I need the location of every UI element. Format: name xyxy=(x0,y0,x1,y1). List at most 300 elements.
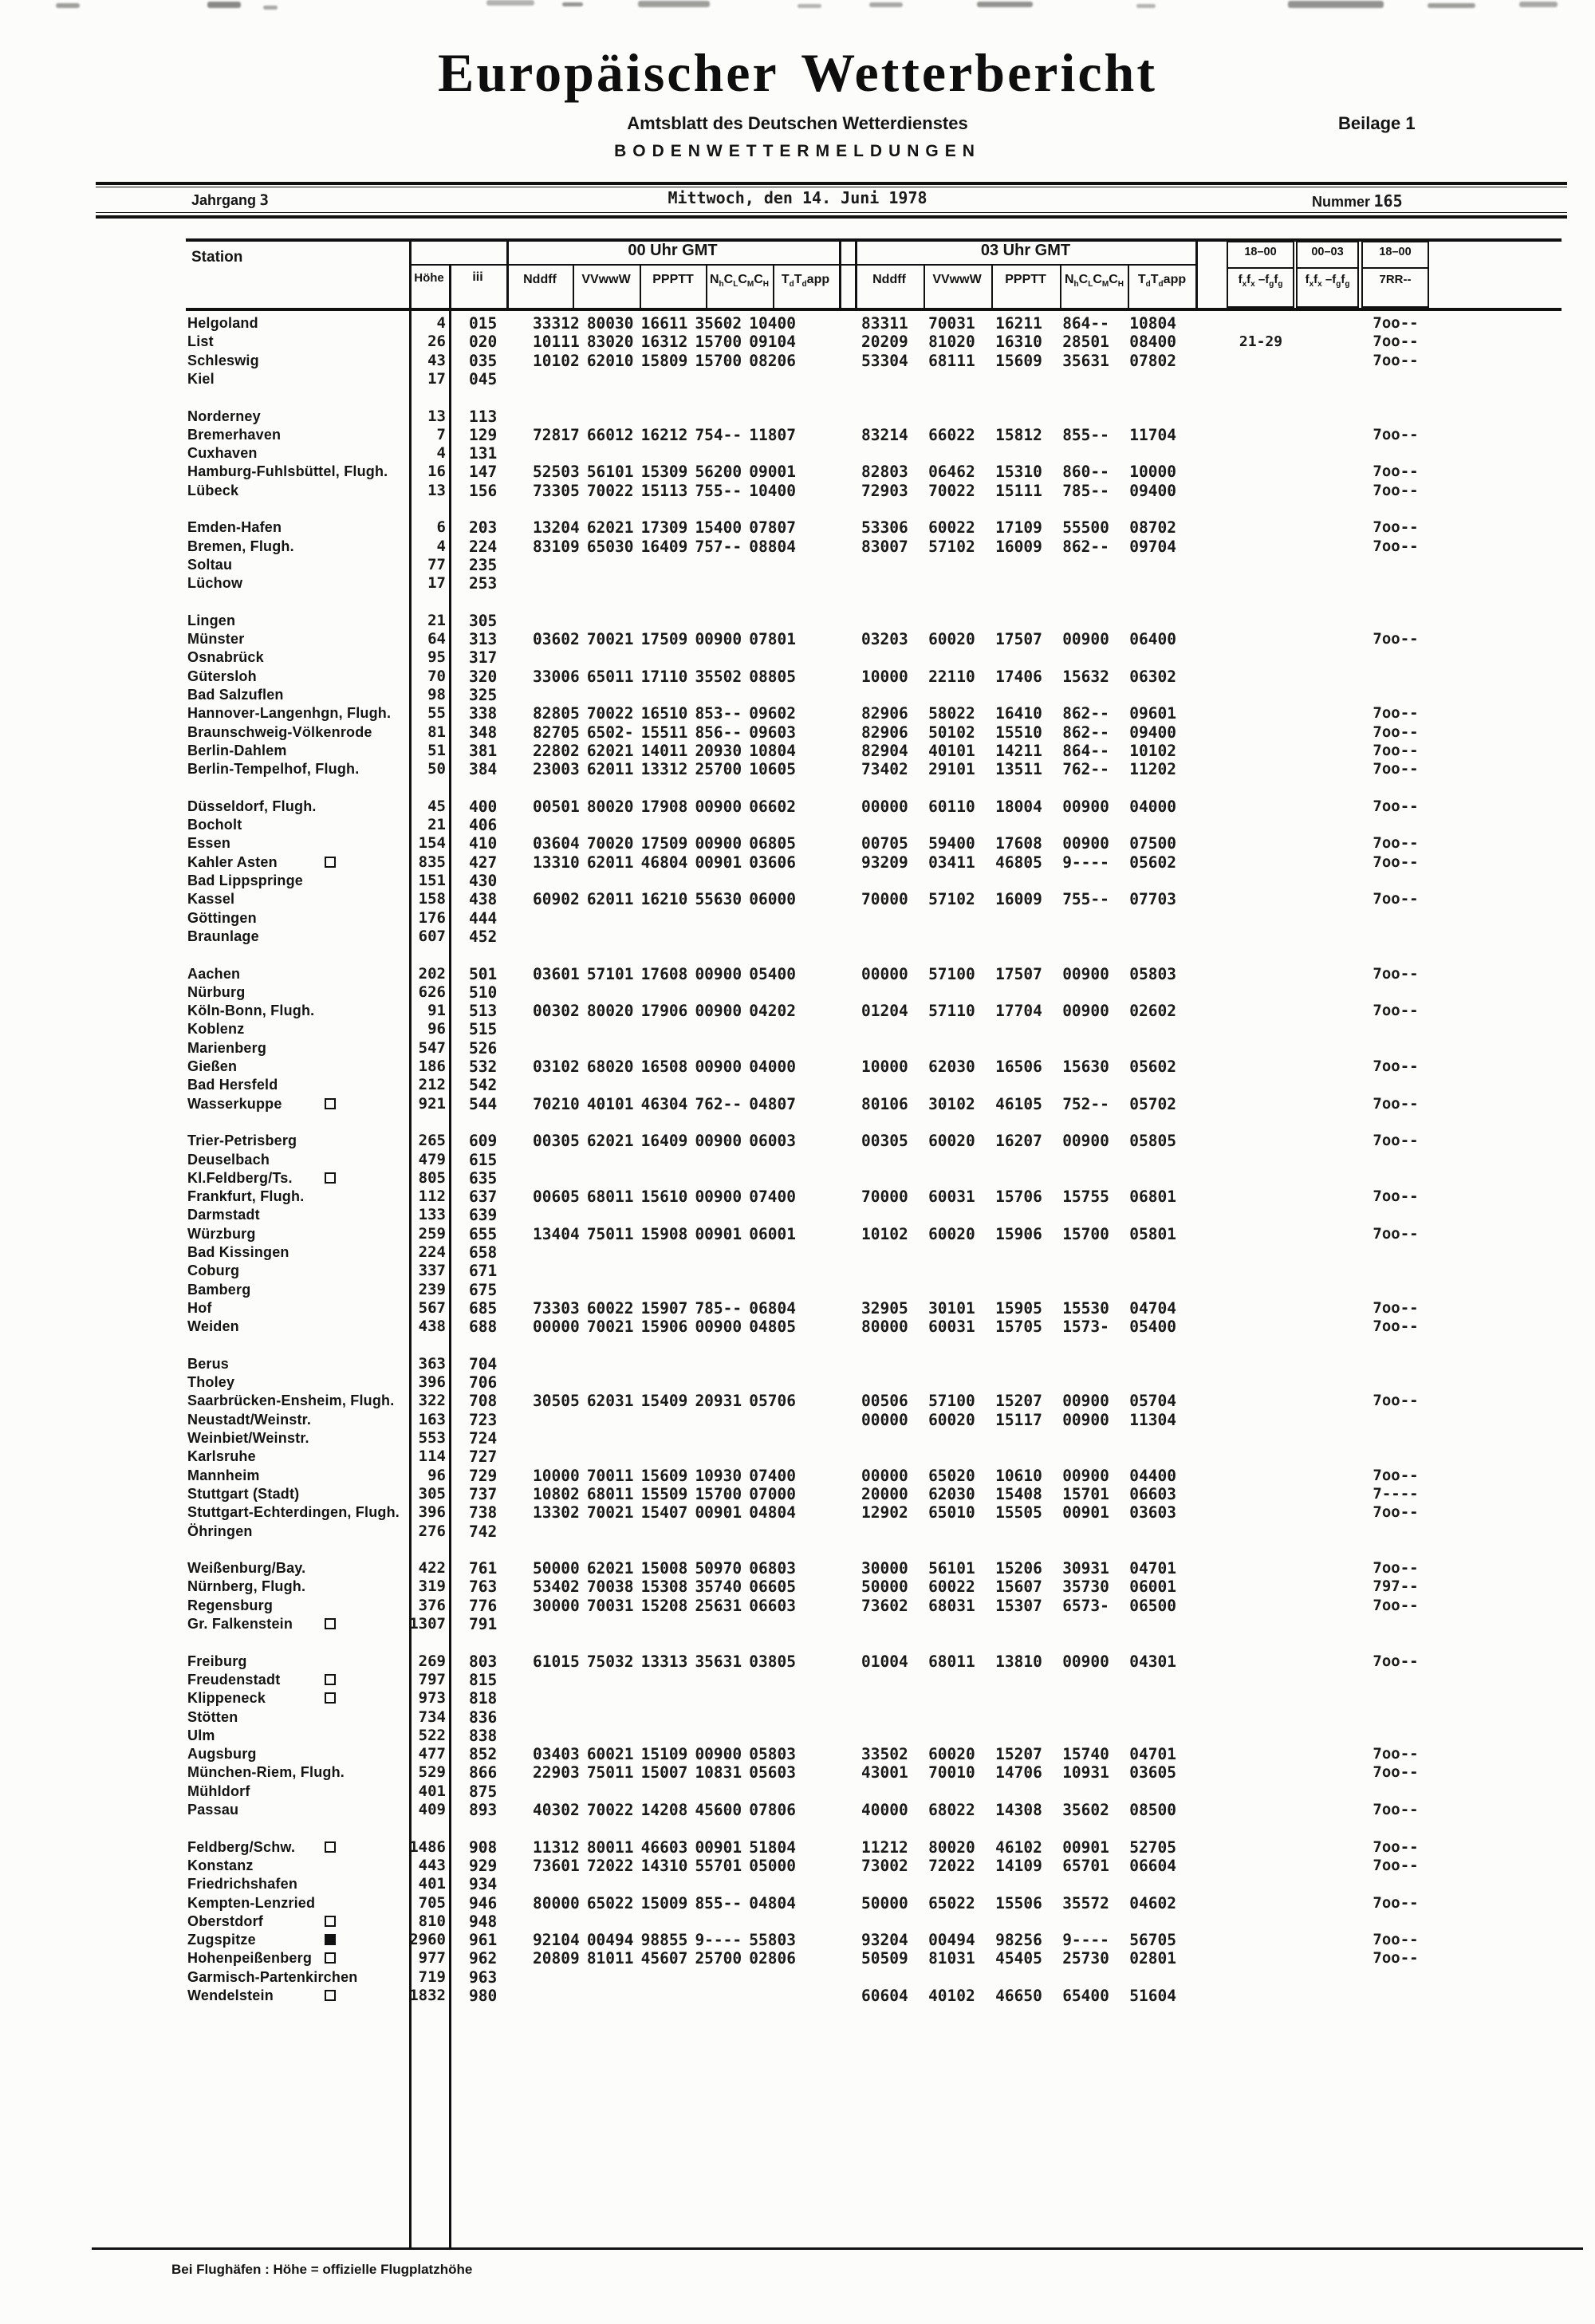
obs-group: 05801 xyxy=(1129,1224,1176,1243)
station-height: 319 xyxy=(418,1578,446,1596)
station-row xyxy=(0,1243,1595,1262)
obs-group: 06302 xyxy=(1129,667,1176,686)
obs-group: 83020 xyxy=(586,333,634,352)
obs-00gmt xyxy=(533,630,796,648)
obs-group: 16210 xyxy=(640,890,688,909)
station-height: 13 xyxy=(427,407,446,425)
obs-group: 82906 xyxy=(861,723,908,742)
obs-group: 14208 xyxy=(640,1801,688,1819)
obs-group: 15309 xyxy=(640,463,688,482)
scan-smudge xyxy=(869,2,903,7)
station-name: Stuttgart-Echterdingen, Flugh. xyxy=(187,1504,400,1521)
station-height: 529 xyxy=(418,1763,446,1782)
obs-00gmt xyxy=(533,1857,796,1875)
precip-7rr-value: 7oo-- xyxy=(1372,333,1419,351)
precip-7rr-value: 7oo-- xyxy=(1372,1002,1419,1020)
obs-group: 55803 xyxy=(749,1931,796,1950)
obs-group: 15208 xyxy=(640,1596,688,1615)
obs-group: 03605 xyxy=(1129,1763,1176,1782)
scan-smudge xyxy=(1519,2,1558,7)
obs-group: 08805 xyxy=(749,667,796,686)
obs-group: 06001 xyxy=(1129,1578,1176,1597)
obs-group: 07000 xyxy=(749,1484,796,1503)
station-name: Soltau xyxy=(187,556,233,573)
group-header-00gmt: 00 Uhr GMT xyxy=(628,242,718,259)
obs-group: 03411 xyxy=(928,853,975,872)
station-name: Bremen, Flugh. xyxy=(187,538,294,554)
obs-group: 82906 xyxy=(861,704,908,723)
supplement-label: Beilage 1 xyxy=(1338,113,1416,133)
station-name: Bad Hersfeld xyxy=(187,1077,278,1093)
station-name: Würzburg xyxy=(187,1225,256,1242)
obs-group: 60902 xyxy=(533,890,580,909)
obs-group: 05602 xyxy=(1129,1058,1176,1076)
obs-group: 00900 xyxy=(695,1188,742,1207)
obs-group: 07806 xyxy=(749,1801,796,1819)
station-name: List xyxy=(187,333,214,350)
obs-group: 70011 xyxy=(586,1466,634,1485)
station-row xyxy=(0,1968,1595,1987)
station-index: 836 xyxy=(469,1708,498,1727)
station-index: 430 xyxy=(469,872,498,890)
obs-group: 62030 xyxy=(928,1058,975,1076)
obs-group: 68011 xyxy=(586,1188,634,1207)
obs-00gmt xyxy=(533,518,796,537)
station-index: 908 xyxy=(469,1838,498,1857)
obs-group: 45607 xyxy=(640,1949,688,1968)
obs-group: 30102 xyxy=(928,1094,975,1113)
obs-group: 00494 xyxy=(586,1931,634,1950)
station-name: Bad Lippspringe xyxy=(187,872,304,888)
station-row xyxy=(0,1132,1595,1150)
station-index: 305 xyxy=(469,611,498,630)
obs-group: 04602 xyxy=(1129,1893,1176,1912)
obs-group: 80020 xyxy=(928,1838,975,1857)
obs-group: 65400 xyxy=(1062,1987,1109,2005)
station-index: 671 xyxy=(469,1262,498,1281)
obs-group: 00901 xyxy=(695,853,742,872)
obs-group: 68011 xyxy=(928,1652,975,1671)
station-height: 522 xyxy=(418,1726,446,1744)
station-height: 77 xyxy=(427,555,446,573)
station-row xyxy=(0,1559,1595,1578)
station-row xyxy=(0,1931,1595,1949)
subcolumn-header-00-3: $N_hC_LC_MC_H$ xyxy=(709,273,770,290)
station-height: 212 xyxy=(418,1076,446,1094)
obs-group: 15755 xyxy=(1062,1188,1109,1207)
obs-group: 00900 xyxy=(1062,630,1109,649)
station-index: 675 xyxy=(469,1280,498,1299)
station-name: Weißenburg/Bay. xyxy=(187,1560,306,1577)
header-grid-line xyxy=(573,264,574,309)
obs-03gmt xyxy=(861,760,1176,778)
obs-group: 43001 xyxy=(861,1763,908,1782)
number-line xyxy=(1312,191,1403,211)
station-index: 515 xyxy=(469,1020,498,1039)
obs-group: 35730 xyxy=(1062,1578,1109,1597)
obs-group: 40000 xyxy=(861,1801,908,1819)
station-height: 835 xyxy=(418,853,446,871)
station-height: 626 xyxy=(418,983,446,1001)
obs-group: 60020 xyxy=(928,1410,975,1429)
obs-00gmt xyxy=(533,834,796,853)
obs-00gmt xyxy=(533,1763,796,1782)
station-name: Braunschweig-Völkenrode xyxy=(187,723,372,740)
station-name: Hamburg-Fuhlsbüttel, Flugh. xyxy=(187,463,388,480)
obs-group: 10931 xyxy=(1062,1763,1109,1782)
header-grid-line xyxy=(839,238,841,310)
obs-group: 35602 xyxy=(1062,1801,1109,1819)
obs-group: 62021 xyxy=(586,518,634,538)
obs-group: 15908 xyxy=(640,1224,688,1243)
station-name: Lüchow xyxy=(187,575,243,592)
obs-group: 10000 xyxy=(1129,463,1176,482)
obs-03gmt xyxy=(861,1411,1176,1429)
obs-group: 13313 xyxy=(640,1652,688,1671)
obs-group: 15206 xyxy=(995,1559,1042,1578)
obs-group: 33006 xyxy=(533,667,580,686)
obs-group: 15117 xyxy=(995,1410,1042,1429)
station-height: 186 xyxy=(418,1058,446,1075)
station-height: 6 xyxy=(436,518,446,537)
obs-group: 10930 xyxy=(695,1466,742,1485)
station-row xyxy=(0,574,1595,593)
obs-group: 60020 xyxy=(928,1132,975,1151)
station-name: Stuttgart (Stadt) xyxy=(187,1485,300,1502)
station-name: Gütersloh xyxy=(187,668,257,684)
subcolumn-header-00-4: $T_dT_dapp$ xyxy=(781,273,830,290)
station-row xyxy=(0,1894,1595,1912)
station-height: 438 xyxy=(418,1318,446,1336)
station-name: Mühldorf xyxy=(187,1782,250,1799)
footer-rule xyxy=(92,2247,1583,2250)
obs-group: 30101 xyxy=(928,1298,975,1318)
station-row xyxy=(0,333,1595,351)
obs-group: 762-- xyxy=(695,1094,742,1113)
obs-group: 11202 xyxy=(1129,760,1176,779)
station-index: 384 xyxy=(469,760,498,779)
obs-group: 14308 xyxy=(995,1801,1042,1819)
obs-group: 05400 xyxy=(749,964,796,983)
obs-group: 03805 xyxy=(749,1652,796,1671)
precip-7rr-value: 7oo-- xyxy=(1372,1224,1419,1243)
obs-group: 20930 xyxy=(695,741,742,760)
obs-group: 00900 xyxy=(1062,1410,1109,1429)
obs-group: 04202 xyxy=(749,1002,796,1021)
obs-group: 82904 xyxy=(861,741,908,760)
obs-group: 70031 xyxy=(586,1596,634,1615)
obs-03gmt xyxy=(861,1801,1176,1819)
obs-group: 10102 xyxy=(1129,741,1176,760)
station-height: 973 xyxy=(418,1689,446,1708)
open-square-icon xyxy=(325,857,336,868)
footnote: Bei Flughäfen : Höhe = offizielle Flugplatzhöhe xyxy=(171,2262,473,2277)
station-height: 224 xyxy=(418,1243,446,1261)
obs-group: 57102 xyxy=(928,890,975,909)
obs-group: 15506 xyxy=(995,1893,1042,1912)
obs-group: 07400 xyxy=(749,1188,796,1207)
station-height: 163 xyxy=(418,1410,446,1428)
obs-group: 11304 xyxy=(1129,1410,1176,1429)
station-index: 381 xyxy=(469,741,498,760)
obs-group: 15907 xyxy=(640,1298,688,1318)
station-name: Lingen xyxy=(187,612,236,628)
station-height: 422 xyxy=(418,1559,446,1578)
obs-group: 15007 xyxy=(640,1763,688,1782)
station-row xyxy=(0,314,1595,333)
obs-group: 05706 xyxy=(749,1392,796,1411)
header-grid-line xyxy=(1195,238,1198,310)
obs-group: 00900 xyxy=(695,1318,742,1337)
obs-group: 25700 xyxy=(695,1949,742,1968)
station-index: 729 xyxy=(469,1466,498,1485)
station-index: 015 xyxy=(469,314,498,333)
station-index: 320 xyxy=(469,667,498,686)
station-row xyxy=(0,834,1595,853)
obs-group: 00900 xyxy=(1062,1132,1109,1151)
obs-group: 13204 xyxy=(533,518,580,538)
obs-00gmt xyxy=(533,1318,796,1336)
station-name: Münster xyxy=(187,631,245,648)
station-name: Freudenstadt xyxy=(187,1671,281,1688)
station-row xyxy=(0,370,1595,388)
obs-group: 17704 xyxy=(995,1002,1042,1021)
obs-group: 98855 xyxy=(640,1931,688,1950)
obs-group: 50000 xyxy=(861,1578,908,1597)
station-row xyxy=(0,1763,1595,1782)
obs-00gmt xyxy=(533,965,796,983)
obs-group: 09001 xyxy=(749,463,796,482)
obs-03gmt xyxy=(861,723,1176,742)
header-grid-line xyxy=(640,264,641,309)
obs-group: 862-- xyxy=(1062,537,1109,556)
station-index: 020 xyxy=(469,333,498,352)
obs-group: 65011 xyxy=(586,667,634,686)
obs-group: 52503 xyxy=(533,463,580,482)
obs-group: 03606 xyxy=(749,853,796,872)
station-name: Marienberg xyxy=(187,1039,267,1056)
obs-group: 17507 xyxy=(995,964,1042,983)
group-header-03gmt: 03 Uhr GMT xyxy=(980,242,1071,259)
station-name: Kempten-Lenzried xyxy=(187,1894,316,1911)
obs-group: 73002 xyxy=(861,1856,908,1875)
obs-group: 46603 xyxy=(640,1838,688,1857)
precip-7rr-value: 7oo-- xyxy=(1372,463,1419,481)
station-index: 313 xyxy=(469,630,498,649)
station-name: Augsburg xyxy=(187,1746,257,1763)
obs-group: 70010 xyxy=(928,1763,975,1782)
obs-group: 60110 xyxy=(928,797,975,816)
station-index: 526 xyxy=(469,1038,498,1058)
station-name: Mannheim xyxy=(187,1467,260,1483)
station-height: 810 xyxy=(418,1912,446,1930)
obs-group: 00900 xyxy=(695,834,742,853)
station-row xyxy=(0,538,1595,556)
obs-group: 93209 xyxy=(861,853,908,872)
station-index: 510 xyxy=(469,983,498,1002)
obs-03gmt xyxy=(861,834,1176,853)
obs-group: 70022 xyxy=(586,1801,634,1819)
station-row xyxy=(0,983,1595,1002)
obs-group: 856-- xyxy=(695,723,742,742)
precip-7rr-value: 7oo-- xyxy=(1372,1931,1419,1949)
station-name: Cuxhaven xyxy=(187,445,258,462)
obs-group: 855-- xyxy=(1062,425,1109,444)
obs-03gmt xyxy=(861,630,1176,648)
station-height: 1832 xyxy=(409,1987,446,2004)
obs-group: 00305 xyxy=(533,1132,580,1151)
station-row xyxy=(0,1801,1595,1819)
obs-group: 40101 xyxy=(586,1094,634,1113)
station-row xyxy=(0,518,1595,537)
obs-00gmt xyxy=(533,1652,796,1671)
station-name: München-Riem, Flugh. xyxy=(187,1764,345,1781)
obs-group: 16410 xyxy=(995,704,1042,723)
obs-group: 98256 xyxy=(995,1931,1042,1950)
obs-group: 62021 xyxy=(586,1132,634,1151)
obs-group: 68111 xyxy=(928,351,975,370)
obs-03gmt xyxy=(861,463,1176,481)
obs-group: 16009 xyxy=(995,537,1042,556)
station-row xyxy=(0,909,1595,928)
station-row xyxy=(0,760,1595,778)
station-name: Gr. Falkenstein xyxy=(187,1616,293,1632)
station-row xyxy=(0,1058,1595,1076)
obs-03gmt xyxy=(861,1745,1176,1763)
station-index: 544 xyxy=(469,1094,498,1113)
obs-03gmt xyxy=(861,1597,1176,1615)
obs-group: 06462 xyxy=(928,463,975,482)
obs-group: 32905 xyxy=(861,1298,908,1318)
station-index: 410 xyxy=(469,834,498,853)
station-name: Freiburg xyxy=(187,1652,247,1669)
obs-group: 72022 xyxy=(586,1856,634,1875)
precip-7rr-value: 7oo-- xyxy=(1372,425,1419,443)
obs-group: 46804 xyxy=(640,853,688,872)
precip-7rr-value: 7oo-- xyxy=(1372,741,1419,759)
obs-03gmt xyxy=(861,314,1176,333)
obs-group: 30000 xyxy=(533,1596,580,1615)
obs-00gmt xyxy=(533,1559,796,1578)
obs-group: 51804 xyxy=(749,1838,796,1857)
station-name: Hohenpeißenberg xyxy=(187,1950,313,1967)
station-height: 376 xyxy=(418,1596,446,1614)
station-index: 742 xyxy=(469,1522,498,1541)
obs-group: 00000 xyxy=(861,964,908,983)
obs-group: 57110 xyxy=(928,1002,975,1021)
obs-group: 10000 xyxy=(861,667,908,686)
station-row xyxy=(0,1206,1595,1224)
obs-group: 15809 xyxy=(640,351,688,370)
obs-group: 03203 xyxy=(861,630,908,649)
obs-group: 40302 xyxy=(533,1801,580,1819)
obs-group: 16508 xyxy=(640,1058,688,1076)
obs-group: 10400 xyxy=(749,314,796,333)
obs-group: 17908 xyxy=(640,797,688,816)
station-row xyxy=(0,408,1595,426)
obs-group: 68022 xyxy=(928,1801,975,1819)
obs-group: 00900 xyxy=(1062,1652,1109,1671)
right-header-top-label: 00–03 xyxy=(1311,246,1344,258)
station-index: 875 xyxy=(469,1782,498,1801)
obs-group: 15009 xyxy=(640,1893,688,1912)
obs-group: 11312 xyxy=(533,1838,580,1857)
station-index: 706 xyxy=(469,1373,498,1392)
obs-group: 15307 xyxy=(995,1596,1042,1615)
obs-03gmt xyxy=(861,965,1176,983)
obs-group: 72022 xyxy=(928,1856,975,1875)
obs-group: 00900 xyxy=(695,797,742,816)
station-name: Friedrichshafen xyxy=(187,1876,298,1893)
obs-03gmt xyxy=(861,1987,1176,2005)
scan-smudge xyxy=(1288,1,1384,8)
obs-group: 15700 xyxy=(1062,1224,1109,1243)
obs-group: 00705 xyxy=(861,834,908,853)
number-label: Nummer xyxy=(1312,194,1371,210)
station-height: 607 xyxy=(418,927,446,945)
precip-7rr-value: 7oo-- xyxy=(1372,1856,1419,1874)
obs-group: 57102 xyxy=(928,537,975,556)
scan-smudge xyxy=(562,2,583,6)
station-name: Frankfurt, Flugh. xyxy=(187,1188,305,1205)
obs-00gmt xyxy=(533,426,796,444)
station-index: 737 xyxy=(469,1484,498,1503)
header-grid-line xyxy=(706,264,707,309)
obs-group: 25631 xyxy=(695,1596,742,1615)
obs-group: 15510 xyxy=(995,723,1042,742)
obs-group: 70022 xyxy=(928,481,975,500)
obs-group: 00900 xyxy=(1062,834,1109,853)
station-name: Bamberg xyxy=(187,1281,251,1298)
obs-group: 04804 xyxy=(749,1893,796,1912)
open-square-icon xyxy=(325,1618,336,1629)
precip-7rr-value: 7oo-- xyxy=(1372,1503,1419,1522)
obs-group: 6502- xyxy=(586,723,634,742)
station-name: Berlin-Tempelhof, Flugh. xyxy=(187,761,360,778)
obs-group: 08500 xyxy=(1129,1801,1176,1819)
station-height: 567 xyxy=(418,1298,446,1317)
station-index: 866 xyxy=(469,1763,498,1782)
obs-group: 50000 xyxy=(533,1559,580,1578)
obs-group: 20809 xyxy=(533,1949,580,1968)
scan-smudge xyxy=(798,4,821,8)
station-height: 239 xyxy=(418,1280,446,1298)
station-height: 805 xyxy=(418,1168,446,1187)
obs-group: 15408 xyxy=(995,1484,1042,1503)
scan-smudge xyxy=(486,0,534,6)
obs-group: 15310 xyxy=(995,463,1042,482)
obs-00gmt xyxy=(533,853,796,872)
obs-group: 06603 xyxy=(1129,1484,1176,1503)
station-index: 929 xyxy=(469,1856,498,1875)
obs-group: 15607 xyxy=(995,1578,1042,1597)
obs-group: 30000 xyxy=(861,1559,908,1578)
station-index: 658 xyxy=(469,1243,498,1262)
obs-group: 60020 xyxy=(928,1224,975,1243)
obs-group: 33502 xyxy=(861,1745,908,1764)
obs-00gmt xyxy=(533,1597,796,1615)
precip-7rr-value: 7oo-- xyxy=(1372,1745,1419,1763)
obs-group: 00900 xyxy=(695,1132,742,1151)
obs-group: 40102 xyxy=(928,1987,975,2005)
station-index: 776 xyxy=(469,1596,498,1615)
obs-group: 65020 xyxy=(928,1466,975,1485)
station-height: 1486 xyxy=(409,1838,446,1856)
obs-group: 15906 xyxy=(640,1318,688,1337)
obs-03gmt xyxy=(861,1188,1176,1206)
station-height: 409 xyxy=(418,1801,446,1818)
station-row xyxy=(0,1708,1595,1727)
